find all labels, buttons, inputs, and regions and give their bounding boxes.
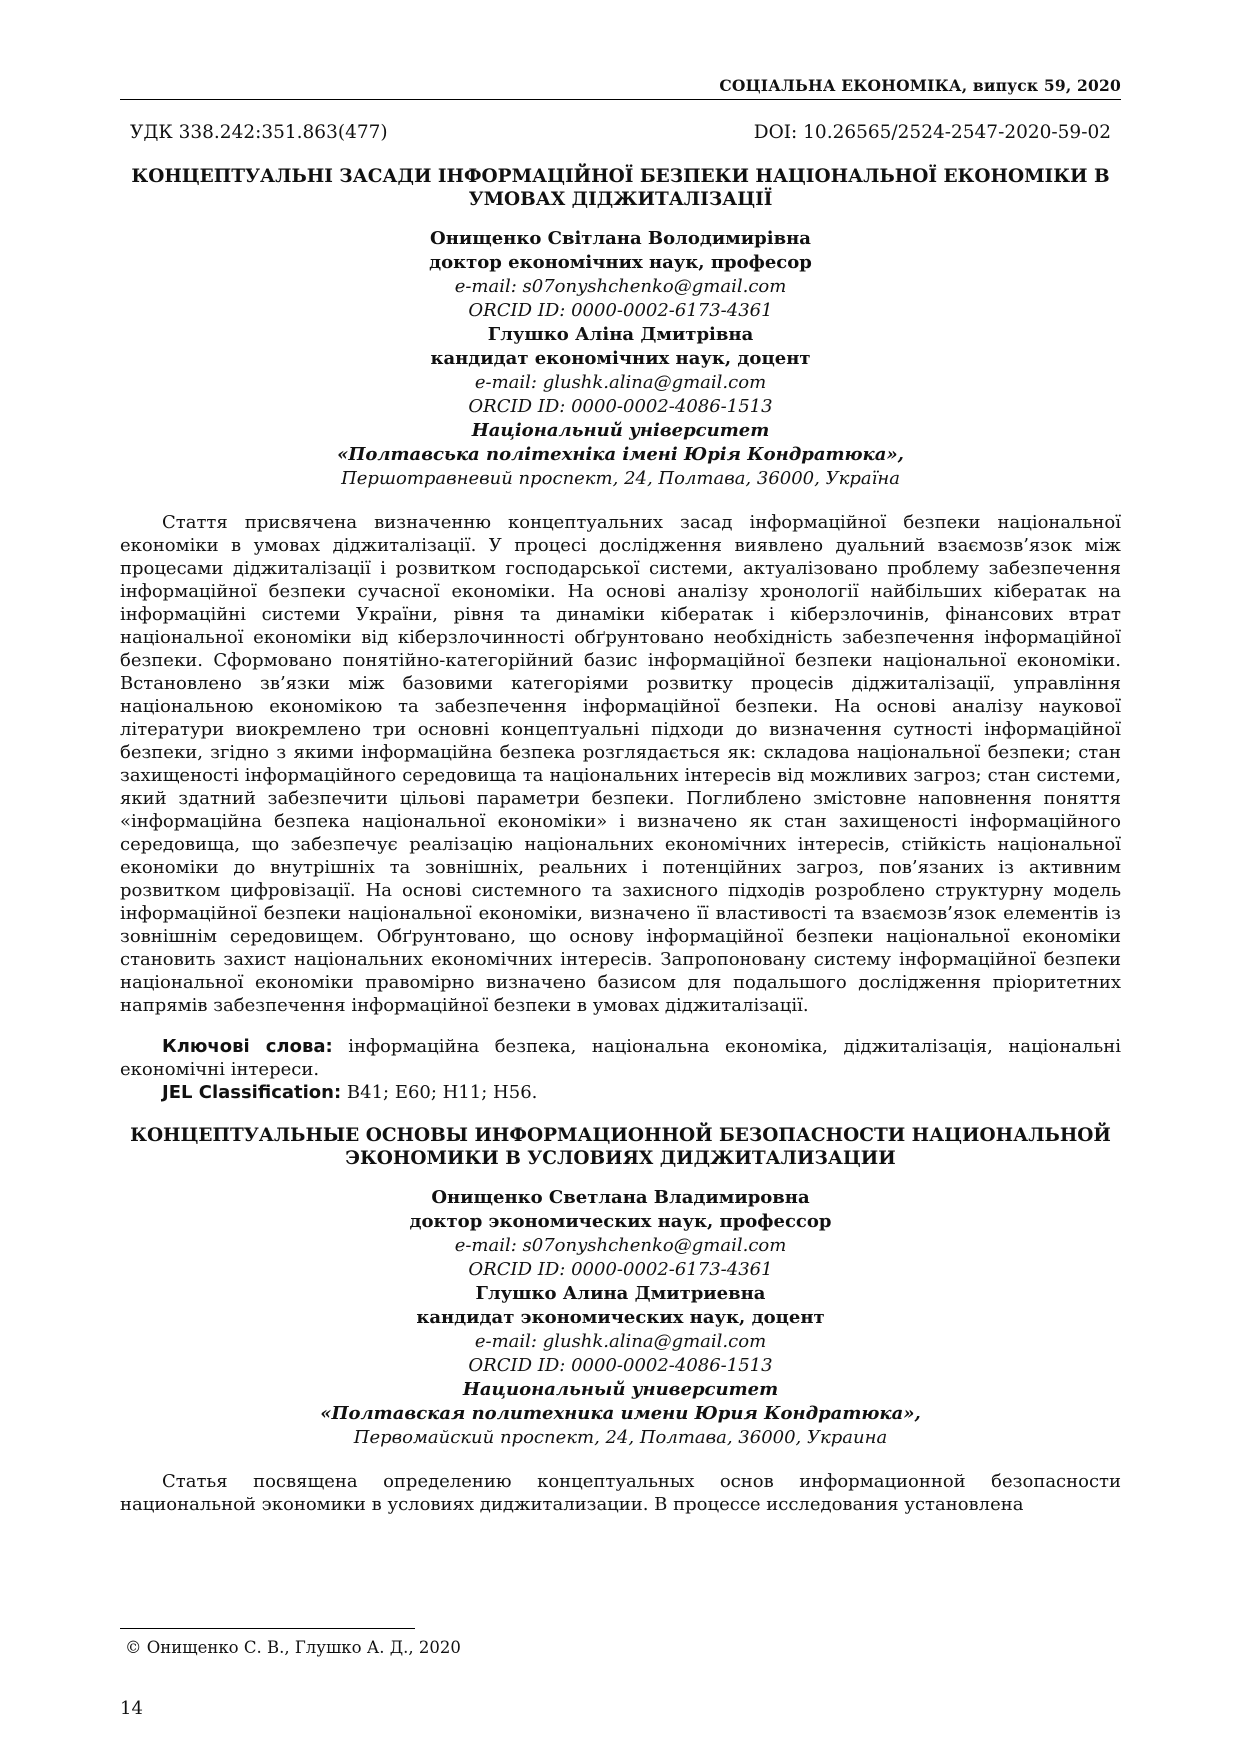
university-line-2-ru: «Полтавская политехника имени Юрия Кондратюка», bbox=[320, 1403, 921, 1424]
abstract-ukrainian: Стаття присвячена визначенню концептуальних засад інформаційної безпеки національної економіки в умовах діджиталізації. У процесі дослідження виявлено дуальний взаємозв’язок між процесами діджиталізації і розвитком господарської системи, актуалізовано проблему забезпечення інформаційної безпеки сучасної економіки. На основі аналізу хронології найбільших кібератак на інформаційні системи України, рівня та динаміки кібератак і кіберзлочинів, фінансових втрат національної економіки від кіберзлочинності обґрунтовано необхідність забезпечення інформаційної безпеки. Сформовано понятійно-категорійний базис інформаційної безпеки національної економіки. Встановлено зв’язки між базовими категоріями розвитку процесів діджиталізації, управління національною економікою та забезпечення інформаційної безпеки. На основі аналізу наукової літератури виокремлено три основні концептуальні підходи до визначення сутності інформаційної безпеки, згідно з якими інформаційна безпека розглядається як: складова національної безпеки; стан захищеності інформаційного середовища та національних інтересів від можливих загроз; стан системи, який здатний забезпечити цільові параметри безпеки. Поглиблено змістовне наповнення поняття «інформаційна безпека національної економіки» і визначено як стан захищеності інформаційного середовища, що забезпечує реалізацію національних економічних інтересів, стійкість національної економіки до внутрішніх та зовнішніх, реальних і потенційних загроз, пов’язаних із активним розвитком цифровізації. На основі системного та захисного підходів розроблено структурну модель інформаційної безпеки національної економіки, визначено її властивості та взаємозв’язок елементів із зовнішнім середовищем. Обґрунтовано, що основу інформаційної безпеки національної економіки становить захист національних економічних інтересів. Запропоновану систему інформаційної безпеки національної економіки правомірно визначено базисом для подальшого дослідження пріоритетних напрямів забезпечення інформаційної безпеки в умовах діджиталізації. bbox=[120, 512, 1121, 1016]
jel-label: JEL Classification: bbox=[162, 1082, 342, 1103]
author-1-name-ru: Онищенко Светлана Владимировна bbox=[431, 1187, 810, 1208]
author-1-orcid-ru: ORCID ID: 0000-0002-6173-4361 bbox=[468, 1259, 773, 1280]
author-2-orcid-ru: ORCID ID: 0000-0002-4086-1513 bbox=[468, 1355, 773, 1376]
university-line-1-ru: Национальный университет bbox=[462, 1379, 779, 1400]
author-1-name: Онищенко Світлана Володимирівна bbox=[430, 228, 811, 249]
authors-ukrainian bbox=[120, 227, 1121, 491]
university-address: Першотравневий проспект, 24, Полтава, 36000, Україна bbox=[341, 468, 900, 489]
article-content bbox=[120, 165, 1121, 1534]
article-meta bbox=[130, 122, 1111, 143]
keywords-text: інформаційна безпека, національна економіка, діджиталізація, національні економічні інтереси. bbox=[120, 1036, 1121, 1080]
footnote-divider bbox=[120, 1628, 415, 1629]
page-number: 14 bbox=[120, 1698, 143, 1719]
abstract-russian: Статья посвящена определению концептуальных основ информационной безопасности национальной экономики в условиях диджитализации. В процессе исследования установлена bbox=[120, 1471, 1121, 1515]
title-ukrainian: КОНЦЕПТУАЛЬНІ ЗАСАДИ ІНФОРМАЦІЙНОЇ БЕЗПЕКИ НАЦІОНАЛЬНОЇ ЕКОНОМІКИ В УМОВАХ ДІДЖИТАЛІЗАЦІЇ bbox=[131, 166, 1110, 210]
author-2-name: Глушко Аліна Дмитрівна bbox=[487, 324, 754, 345]
authors-russian bbox=[120, 1186, 1121, 1450]
author-1-degree-ru: доктор экономических наук, профессор bbox=[409, 1211, 832, 1232]
author-2-degree: кандидат економічних наук, доцент bbox=[430, 348, 811, 369]
keywords-label: Ключові слова: bbox=[162, 1036, 333, 1057]
author-1-orcid: ORCID ID: 0000-0002-6173-4361 bbox=[468, 300, 773, 321]
doi: DOI: 10.26565/2524-2547-2020-59-02 bbox=[753, 122, 1111, 143]
university-line-1: Національний університет bbox=[471, 420, 770, 441]
author-1-email-ru: e-mail: s07onyshchenko@gmail.com bbox=[454, 1235, 787, 1256]
author-2-name-ru: Глушко Алина Дмитриевна bbox=[475, 1283, 766, 1304]
jel-classification bbox=[120, 1081, 1121, 1104]
journal-header: СОЦІАЛЬНА ЕКОНОМІКА, випуск 59, 2020 bbox=[719, 76, 1121, 95]
udk-code: УДК 338.242:351.863(477) bbox=[130, 122, 388, 143]
header-divider bbox=[120, 99, 1121, 100]
university-address-ru: Первомайский проспект, 24, Полтава, 36000, Украина bbox=[353, 1427, 888, 1448]
jel-codes: B41; E60; H11; H56. bbox=[346, 1082, 538, 1103]
title-russian: КОНЦЕПТУАЛЬНЫЕ ОСНОВЫ ИНФОРМАЦИОННОЙ БЕЗОПАСНОСТИ НАЦИОНАЛЬНОЙ ЭКОНОМИКИ В УСЛОВИЯХ ДИДЖИТАЛИЗАЦИИ bbox=[130, 1125, 1111, 1169]
author-2-email: e-mail: glushk.alina@gmail.com bbox=[474, 372, 767, 393]
author-2-orcid: ORCID ID: 0000-0002-4086-1513 bbox=[468, 396, 773, 417]
author-1-degree: доктор економічних наук, професор bbox=[429, 252, 812, 273]
author-1-email: e-mail: s07onyshchenko@gmail.com bbox=[454, 276, 787, 297]
copyright-footnote: © Онищенко С. В., Глушко А. Д., 2020 bbox=[125, 1638, 461, 1657]
keywords-ukrainian bbox=[120, 1035, 1121, 1081]
author-2-email-ru: e-mail: glushk.alina@gmail.com bbox=[474, 1331, 767, 1352]
author-2-degree-ru: кандидат экономических наук, доцент bbox=[416, 1307, 825, 1328]
university-line-2: «Полтавська політехніка імені Юрія Кондратюка», bbox=[337, 444, 904, 465]
